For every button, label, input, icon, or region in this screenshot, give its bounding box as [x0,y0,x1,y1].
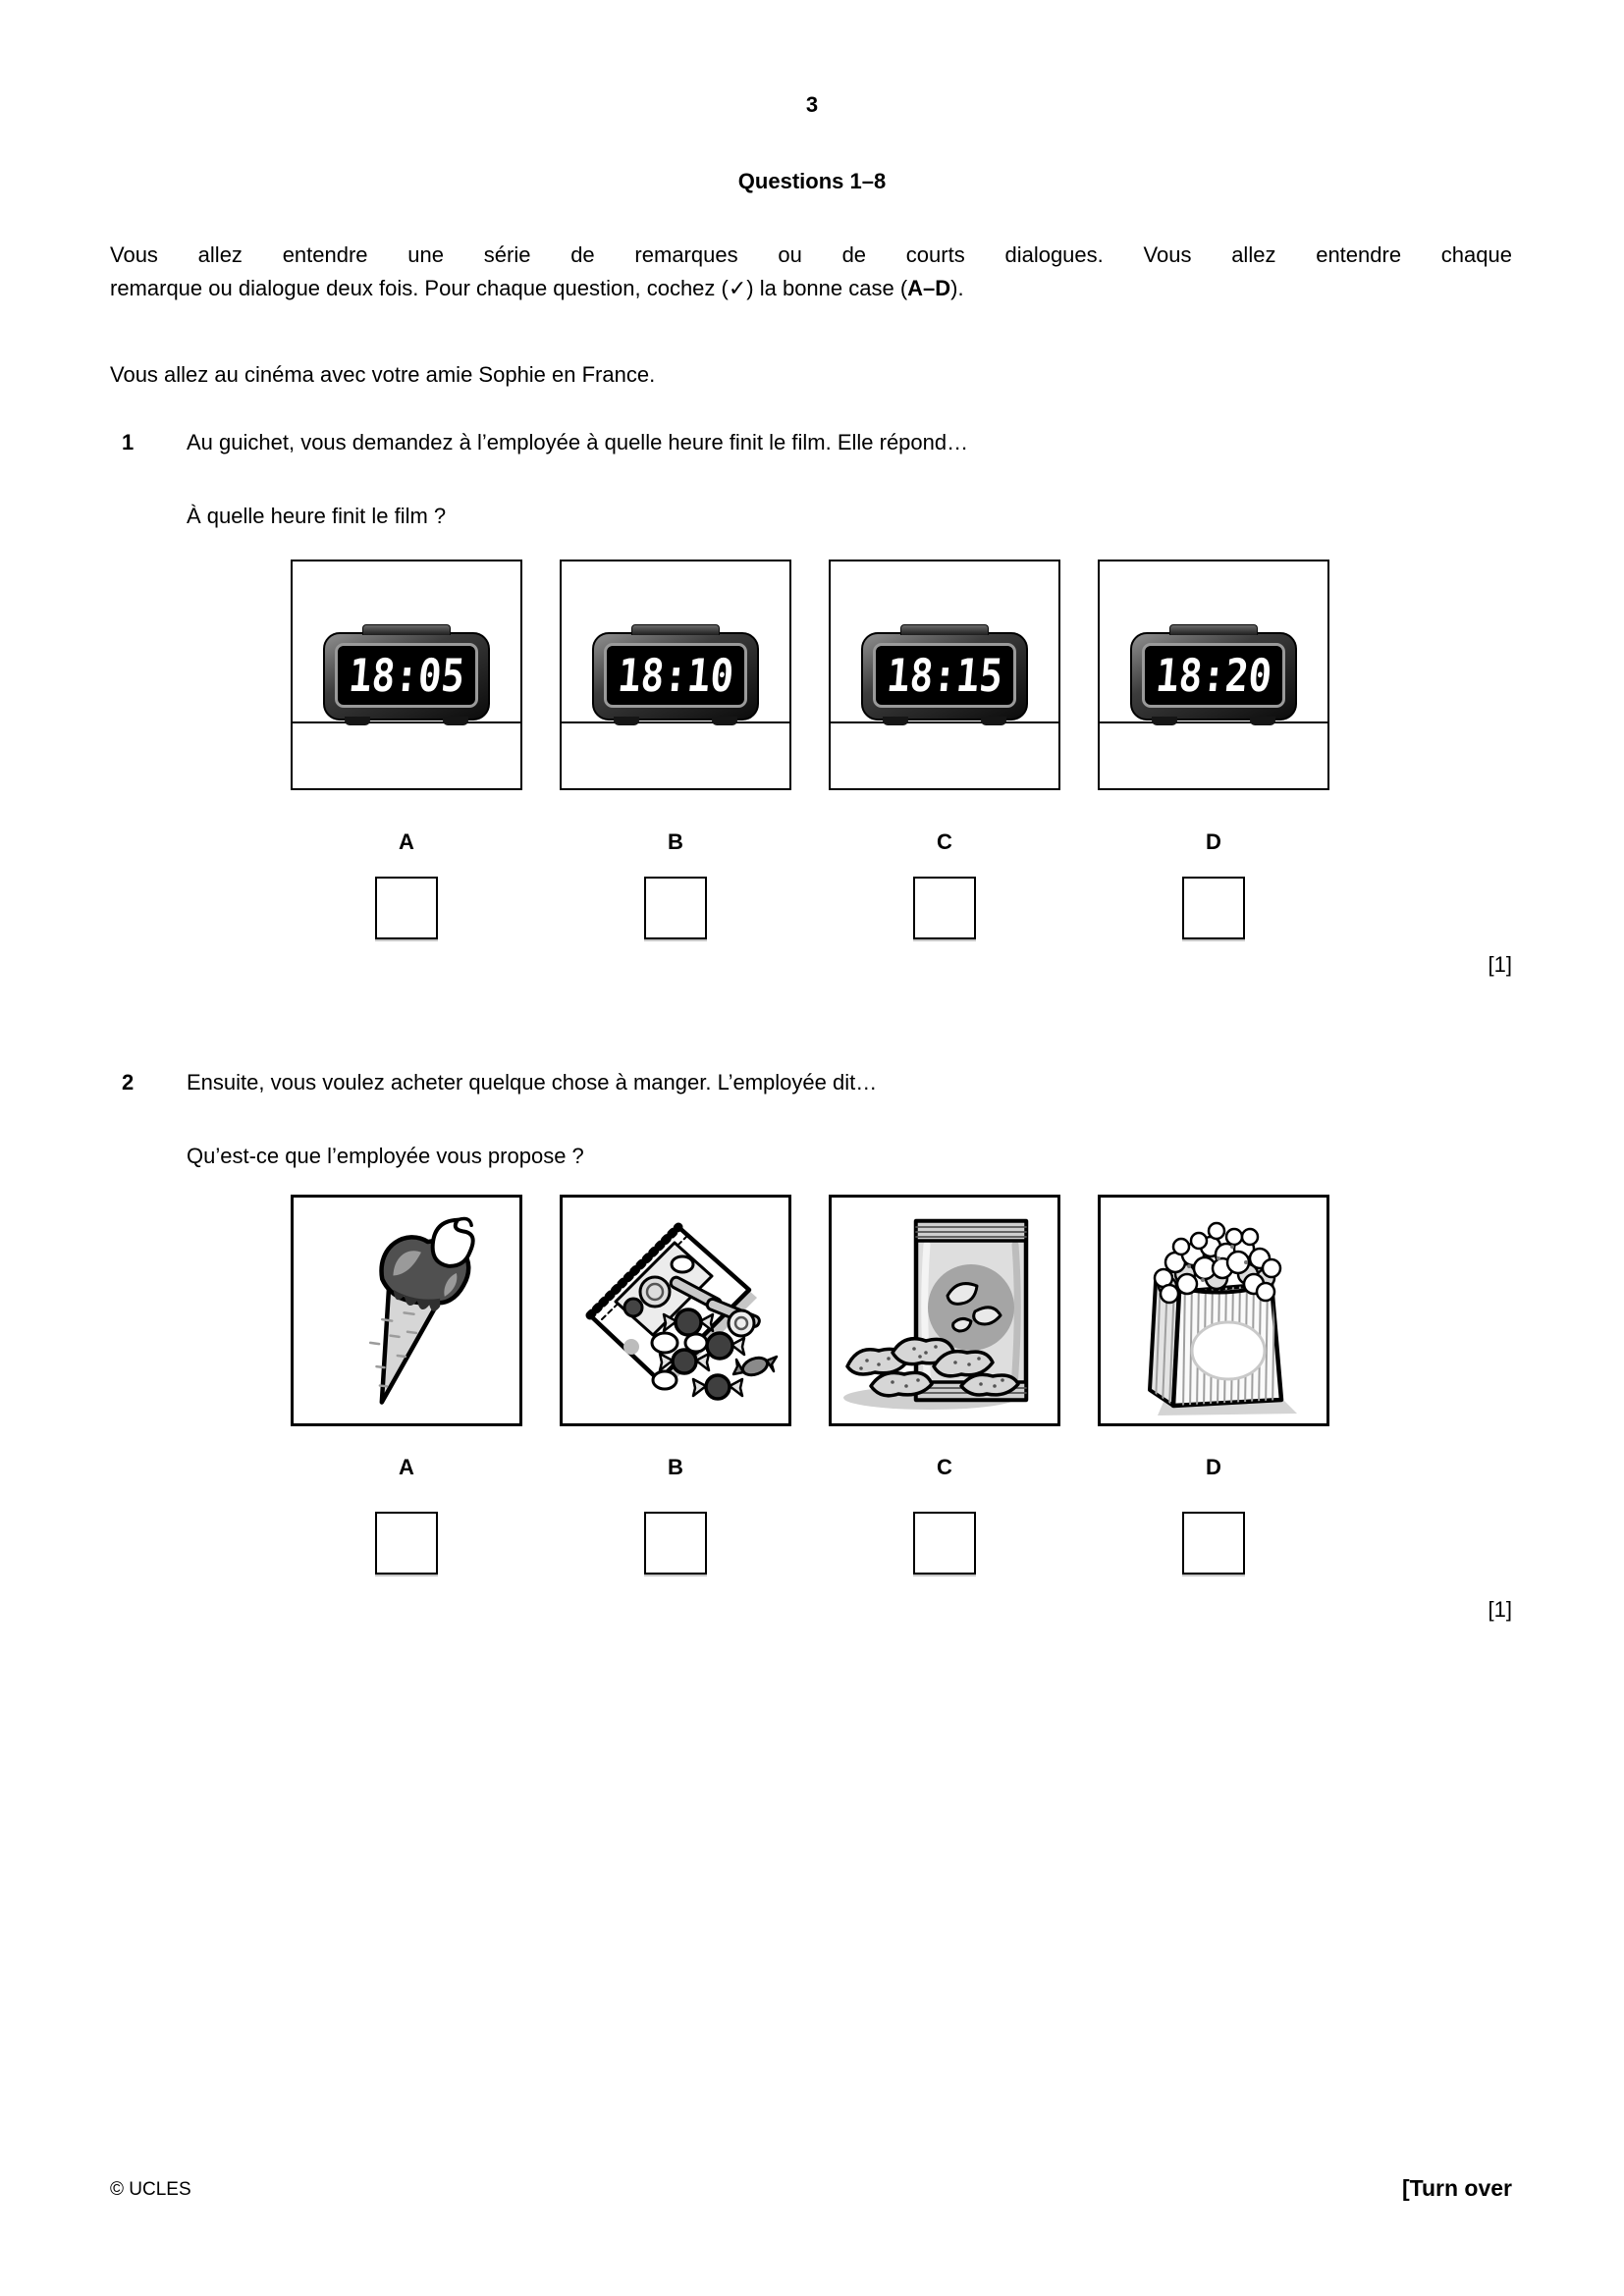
clock-time-a: 18:05 [346,649,467,702]
question-1-prompt-row [0,426,1624,459]
answer-checkbox-q1-a[interactable] [375,877,438,939]
digital-clock-icon [592,632,759,721]
question-2-options [291,1195,1329,1426]
option-label-q1-b: B [668,829,683,854]
option-image-box-q1-c [829,560,1060,790]
question-1-checkboxes [291,877,1329,939]
option-label-q2-c: C [937,1455,952,1479]
shelf-line [293,721,520,723]
ice-cream-icon [294,1198,519,1423]
clock-time-b: 18:10 [615,649,736,702]
digital-clock-icon [323,632,490,721]
question-1-prompt: Au guichet, vous demandez à l’employée à quelle heure finit le film. Elle répond… [187,430,969,454]
question-1-option-labels [291,829,1329,855]
question-1-number: 1 [122,430,135,454]
option-range: A–D [907,276,951,300]
answer-checkbox-q2-b[interactable] [644,1512,707,1575]
turn-over-label: [Turn over [1401,2175,1512,2201]
question-2-checkboxes [291,1512,1329,1575]
shelf-line [562,721,789,723]
rubric-paragraph [110,239,1512,305]
question-2-prompt: Ensuite, vous voulez acheter quelque chose à manger. L’employée dit… [187,1070,878,1095]
answer-checkbox-q2-d[interactable] [1182,1512,1245,1575]
question-1-options [291,560,1329,790]
answer-checkbox-q2-c[interactable] [913,1512,976,1575]
option-image-box-q2-c [829,1195,1060,1426]
answer-checkbox-q2-a[interactable] [375,1512,438,1575]
question-2-option-labels [291,1455,1329,1480]
answer-checkbox-q1-c[interactable] [913,877,976,939]
answer-checkbox-q1-b[interactable] [644,877,707,939]
clock-time-d: 18:20 [1153,649,1274,702]
crisps-bag-icon [832,1198,1057,1423]
sweets-bag-icon [563,1198,788,1423]
question-1-subprompt: À quelle heure finit le film ? [187,504,447,528]
option-label-q2-d: D [1206,1455,1221,1479]
shelf-line [1100,721,1327,723]
option-label-q1-d: D [1206,829,1221,854]
scenario-text: Vous allez au cinéma avec votre amie Sophie en France. [110,362,656,387]
option-image-box-q2-d [1098,1195,1329,1426]
option-label-q1-a: A [399,829,414,854]
digital-clock-icon [861,632,1028,721]
option-image-box-q2-a [291,1195,522,1426]
section-heading: Questions 1–8 [737,169,887,193]
rubric-line-2: remarque ou dialogue deux fois. Pour chaque question, cochez (✓) la bonne case (A–D). [110,276,964,300]
question-2-number: 2 [122,1070,135,1095]
question-1-mark: [1] [1488,952,1512,977]
question-2-prompt-row [0,1066,1624,1099]
option-label-q1-c: C [937,829,952,854]
question-2-mark: [1] [1488,1597,1512,1622]
page-number: 3 [805,92,819,117]
option-label-q2-b: B [668,1455,683,1479]
answer-checkbox-q1-d[interactable] [1182,877,1245,939]
popcorn-box-icon [1101,1198,1326,1423]
option-label-q2-a: A [399,1455,414,1479]
option-image-box-q1-a [291,560,522,790]
option-image-box-q2-b [560,1195,791,1426]
question-2-subprompt: Qu’est-ce que l’employée vous propose ? [187,1144,584,1168]
rubric-line-1: Vous allez entendre une série de remarques ou de courts dialogues. Vous allez entendre chaque [110,242,1512,267]
option-image-box-q1-b [560,560,791,790]
clock-time-c: 18:15 [884,649,1005,702]
copyright-notice: © UCLES [110,2179,191,2200]
digital-clock-icon [1130,632,1297,721]
option-image-box-q1-d [1098,560,1329,790]
shelf-line [831,721,1058,723]
